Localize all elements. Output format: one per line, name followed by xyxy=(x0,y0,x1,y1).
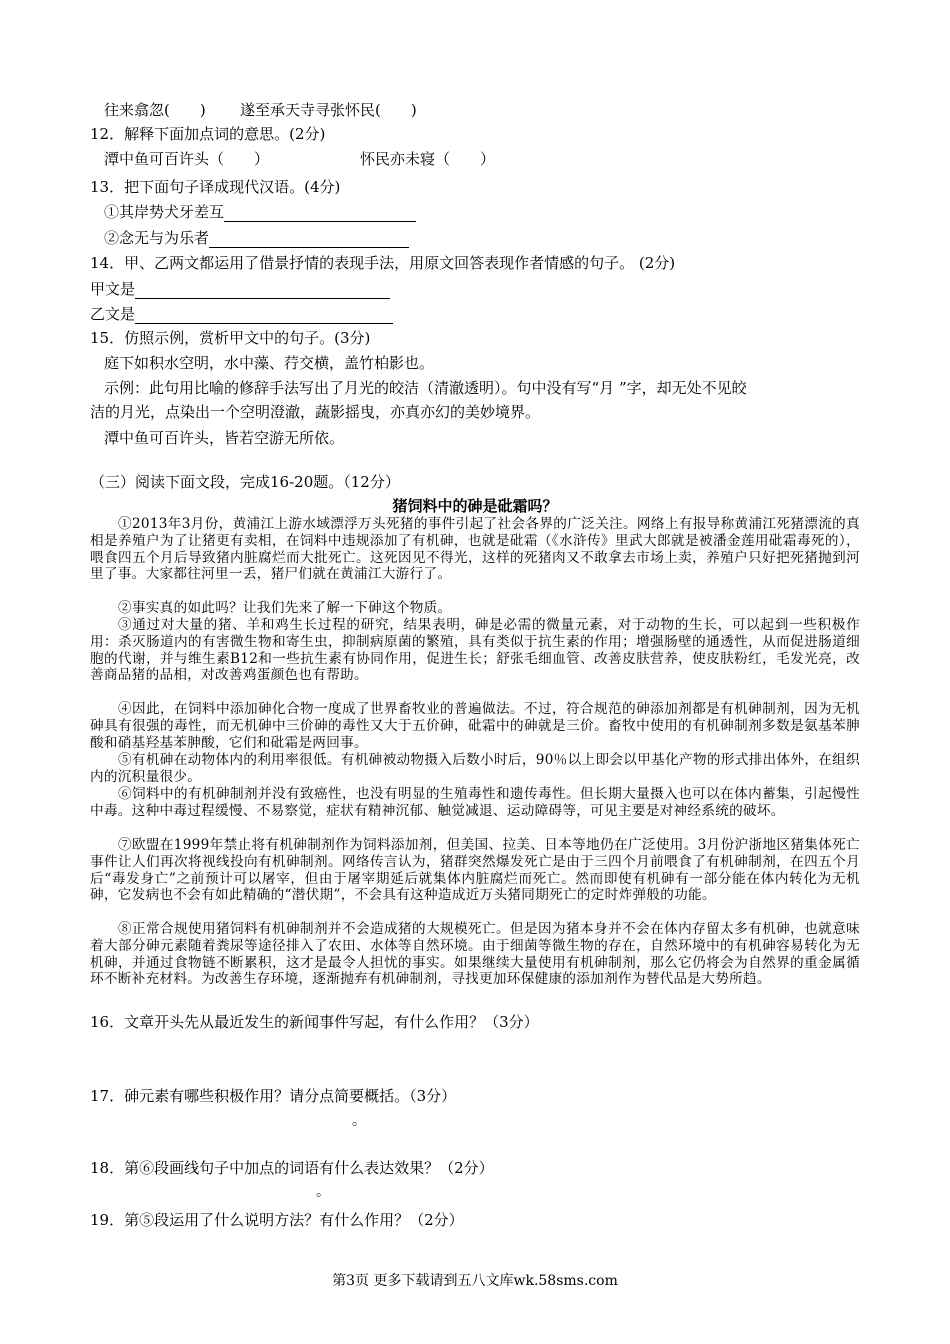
q12-text: 12．解释下面加点词的意思。(2分) xyxy=(90,125,326,143)
q18-text: 18．第⑥段画线句子中加点的词语有什么表达效果？（2分） xyxy=(90,1159,494,1177)
article-paragraph-2: ②事实真的如此吗？让我们先来了解一下砷这个物质。 xyxy=(118,600,452,616)
q11-line xyxy=(104,100,206,120)
q17-answer-mark: 。 xyxy=(352,1113,366,1129)
q15-example-line2: 洁的月光，点染出一个空明澄澈，蔬影摇曳，亦真亦幻的美妙境界。 xyxy=(90,403,541,421)
q11-item-b: 遂至承天寺寻张怀民( ) xyxy=(240,101,417,119)
q19-text: 19．第⑤段运用了什么说明方法？有什么作用？（2分） xyxy=(90,1211,464,1229)
answer-blank[interactable] xyxy=(135,283,390,299)
q13-text: 13．把下面句子译成现代汉语。(4分) xyxy=(90,178,341,196)
q13-item-2 xyxy=(104,228,409,248)
q16-text: 16．文章开头先从最近发生的新闻事件写起，有什么作用？（3分） xyxy=(90,1013,539,1031)
q11-item-a: 往来翕忽( ) xyxy=(104,101,206,119)
q13-item-2-text: ②念无与为乐者 xyxy=(104,229,210,247)
article-paragraph-8: ⑧正常合规使用猪饲料有机砷制剂并不会造成猪的大规模死亡。但是因为猪本身并不会在体内存留太多有机砷，也就意味着大部分砷元素随着粪尿等途径排入了农田、水体等自然环境。由于细菌等微生物的存在，自然环境中的有机砷容易转化为无机砷，并通过食物链不断累积，这才是最令人担忧的事实。如果继续大量使用有机砷制剂，那么它仍将会为自然界的重金属循环不断补充材料。为改善生存环境，逐渐抛弃有机砷制剂，寻找更加环保健康的添加剂作为替代品是大势所趋。 xyxy=(90,921,860,988)
q17-text: 17．砷元素有哪些积极作用？请分点简要概括。（3分） xyxy=(90,1087,457,1105)
article-paragraph-4: ④因此，在饲料中添加砷化合物一度成了世界畜牧业的普遍做法。不过，符合规范的砷添加剂都是有机砷制剂，因为无机砷具有很强的毒性，而无机砷中三价砷的毒性又大于五价砷，砒霜中的砷就是三价。畜牧中使用的有机砷制剂多数是氨基苯胂酸和硝基羟基苯胂酸，它们和砒霜是两回事。 xyxy=(90,701,860,751)
article-paragraph-5: ⑤有机砷在动物体内的利用率很低。有机砷被动物摄入后数小时后，90％以上即会以甲基化产物的形式排出体外，在组织内的沉积量很少。 xyxy=(90,752,860,785)
q13-item-1 xyxy=(104,202,416,222)
article-title: 猪饲料中的砷是砒霜吗？ xyxy=(392,497,558,515)
article-paragraph-6: ⑥饲料中的有机砷制剂并没有致癌性，也没有明显的生殖毒性和遗传毒性。但长期大量摄入也可以在体内蓄集，引起慢性中毒。这种中毒过程缓慢、不易察觉，症状有精神沉郁、触觉减退、运动障碍等，可见主要是对神经系统的破坏。 xyxy=(90,786,860,819)
q11-line-b xyxy=(240,100,417,120)
q13-item-1-text: ①其岸势犬牙差互 xyxy=(104,203,225,221)
q12-item-b: 怀民亦未寝（ ） xyxy=(360,150,496,168)
article-paragraph-1: ①2013年3月份，黄浦江上游水域漂浮万头死猪的事件引起了社会各界的广泛关注。网络上有报导称黄浦江死猪漂流的真相是养殖户为了让猪更有卖相，在饲料中违规添加了有机砷，也就是砒霜（《水浒传》里武大郎就是被潘金莲用砒霜毒死的），喂食四五个月后导致猪内脏腐烂而大批死亡。这死因见不得光，这样的死猪肉又不敢拿去市场上卖，养殖户只好把死猪抛到河里了事。大家都往河里一丢，猪尸们就在黄浦江大游行了。 xyxy=(90,516,860,583)
article-paragraph-3: ③通过对大量的猪、羊和鸡生长过程的研究，结果表明，砷是必需的微量元素，对于动物的生长，可以起到一些积极作用：杀灭肠道内的有害微生物和寄生虫，抑制病原菌的繁殖，具有类似于抗生素的作用；增强肠壁的通透性，从而促进肠道细胞的代谢，并与维生素B12和一些抗生素有协同作用，促进生长；舒张毛细血管、改善皮肤营养，使皮肤粉红，毛发光亮，改善商品猪的品相，对改善鸡蛋颜色也有帮助。 xyxy=(90,617,860,684)
q15-quote: 庭下如积水空明，水中藻、荇交横，盖竹柏影也。 xyxy=(104,354,435,372)
q15-task: 潭中鱼可百许头，皆若空游无所依。 xyxy=(104,429,345,447)
q12-item-a: 潭中鱼可百许头（ ） xyxy=(104,150,270,168)
answer-blank[interactable] xyxy=(135,308,393,324)
answer-blank[interactable] xyxy=(224,206,416,222)
q14-item-b xyxy=(90,304,393,324)
q14-text: 14．甲、乙两文都运用了借景抒情的表现手法，用原文回答表现作者情感的句子。 (2分) xyxy=(90,254,676,272)
q18-answer-mark: 。 xyxy=(316,1184,330,1200)
q14-item-b-text: 乙文是 xyxy=(90,305,136,323)
article-paragraph-7: ⑦欧盟在1999年禁止将有机砷制剂作为饲料添加剂，但美国、拉美、日本等地仍在广泛使用。3月份沪浙地区猪集体死亡事件让人们再次将视线投向有机砷制剂。网络传言认为，猪群突然爆发死亡是由于三四个月前喂食了有机砷制剂，在四五个月后“毒发身亡”之前预计可以屠宰，但由于屠宰期延后就集体内脏腐烂而死亡。然而即使有机砷有一部分能在体内转化为无机砷，它发病也不会有如此精确的“潜伏期”，不会具有这种造成近万头猪同期死亡的定时炸弹般的功能。 xyxy=(90,837,860,904)
q14-item-a xyxy=(90,279,390,299)
section3-heading: （三）阅读下面文段，完成16-20题。（12分） xyxy=(90,473,400,491)
page-footer: 第3页 更多下载请到五八文库wk.58sms.com xyxy=(332,1273,618,1289)
q14-item-a-text: 甲文是 xyxy=(90,280,136,298)
q15-example-line1: 示例：此句用比喻的修辞手法写出了月光的皎洁（清澈透明）。句中没有写“月 ”字，却无处不见皎 xyxy=(104,379,747,397)
q15-text: 15．仿照示例，赏析甲文中的句子。(3分) xyxy=(90,329,371,347)
answer-blank[interactable] xyxy=(209,232,409,248)
